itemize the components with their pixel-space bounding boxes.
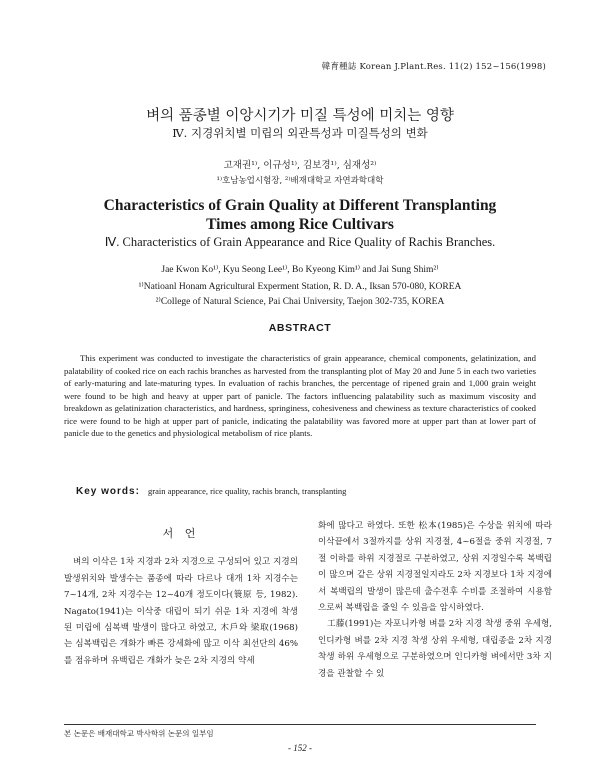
english-title-line1: Characteristics of Grain Quality at Different Transplanting: [103, 197, 497, 214]
english-affiliation-1: ¹⁾Natioanl Honam Agricultural Experment Station, R. D. A., Iksan 570-080, KOREA: [138, 282, 462, 292]
english-title: [0, 196, 600, 234]
journal-citation: 韓育種誌 Korean J.Plant.Res. 11(2) 152~156(1998): [321, 62, 546, 72]
keywords: [76, 486, 346, 497]
intro-right-paragraph-2: 工藤(1991)는 자포니카형 벼를 2차 지경 착생 중위 우세형, 인디카형 벼를 2차 지경 착생 상위 우세형, 대립종을 2차 지경 착생 하위 우세형으로 구분하였으며 인디카형 벼에서만 3차 지경을 관찰할 수 있: [318, 619, 552, 679]
keywords-text: grain appearance, rice quality, rachis branch, transplanting: [148, 486, 347, 496]
abstract-body: [64, 352, 536, 440]
korean-title: 벼의 품종별 이앙시기가 미질 특성에 미치는 영향: [146, 108, 454, 124]
intro-right-paragraph-1: 화에 많다고 하였다. 또한 松本(1985)은 수상을 위치에 따라 이삭끝에서 3절까지를 상위 지경절, 4~6절을 중위 지경절, 7절 이하를 하위 지경절로 구분하였고, 상위 지경일수록 복백립이 많으며 같은 상위 지경절일지라도 2차 지경보다 1차 지경에서 복백립의 발생이 많은데 출수전후 수비를 조절하여 시용함으로써 복백립을 줄일 수 있음을 암시하였다.: [318, 521, 552, 614]
keywords-label: Key words:: [76, 486, 140, 497]
intro-heading: 서 언: [162, 527, 200, 540]
abstract-heading: ABSTRACT: [268, 322, 332, 334]
korean-subtitle: Ⅳ. 지경위치별 미립의 외관특성과 미질특성의 변화: [172, 126, 428, 140]
footnote-divider: [64, 724, 536, 725]
intro-left-column: [64, 518, 298, 669]
english-affiliation-2: ²⁾College of Natural Science, Pai Chai University, Taejon 302-735, KOREA: [155, 297, 445, 307]
english-subtitle: Ⅳ. Characteristics of Grain Appearance and Rice Quality of Rachis Branches.: [104, 235, 496, 249]
intro-right-column: [318, 518, 552, 682]
abstract-text: This experiment was conducted to investigate the characteristics of grain appearance, chemical components, gelatinization, and palatability of cooked rice on each rachis branches as harvested from the transplanting plot of May 20 and June 5 in each two varieties of early-maturing and late-maturing types. In evaluation of rachis branches, the percentage of ripened grain and 1,000 grain weight were found to be high and heavy at upper part of panicle. The factors influencing palatability such as maximum viscosity and breakdown as gelatinization characteristics, and hardness, springiness, cohesiveness and chewiness as texture characteristics of cooked rice were found to be high at upper part of panicle, indicating the palatability was favored more at upper part than at lower part of panicle due to the genetics and physiological metabolism of rice plants.: [64, 353, 536, 438]
footnote: 본 논문은 배재대학교 박사학위 논문의 일부임: [64, 729, 214, 738]
korean-authors: 고재권¹⁾, 이규성¹⁾, 김보경¹⁾, 심재성²⁾: [223, 160, 377, 171]
page-number: - 152 -: [288, 743, 312, 753]
intro-left-paragraph: 벼의 이삭은 1차 지경과 2차 지경으로 구성되어 있고 지경의 발생위치와 발생수는 품종에 따라 다르나 대개 1차 지경수는 7~14개, 2차 지경수는 12~40개 정도이다(簑原 등, 1982). Nagato(1941)는 이삭중 대립이 되기 쉬운 1차 지경에 착생된 미립에 심복백 발생이 많다고 하였고, 木戶와 梁取(1968)는 심복백립은 개화가 빠른 강세화에 많고 이삭 최선단의 46%를 점유하며 유백립은 개화가 늦은 2차 지경의 약세: [64, 557, 298, 666]
english-authors: Jae Kwon Ko¹⁾, Kyu Seong Lee¹⁾, Bo Kyeong Kim¹⁾ and Jai Sung Shim²⁾: [161, 265, 439, 275]
english-title-line2: Times among Rice Cultivars: [206, 216, 394, 233]
korean-affiliation: ¹⁾호남농업시험장, ²⁾배재대학교 자연과학대학: [216, 176, 384, 186]
